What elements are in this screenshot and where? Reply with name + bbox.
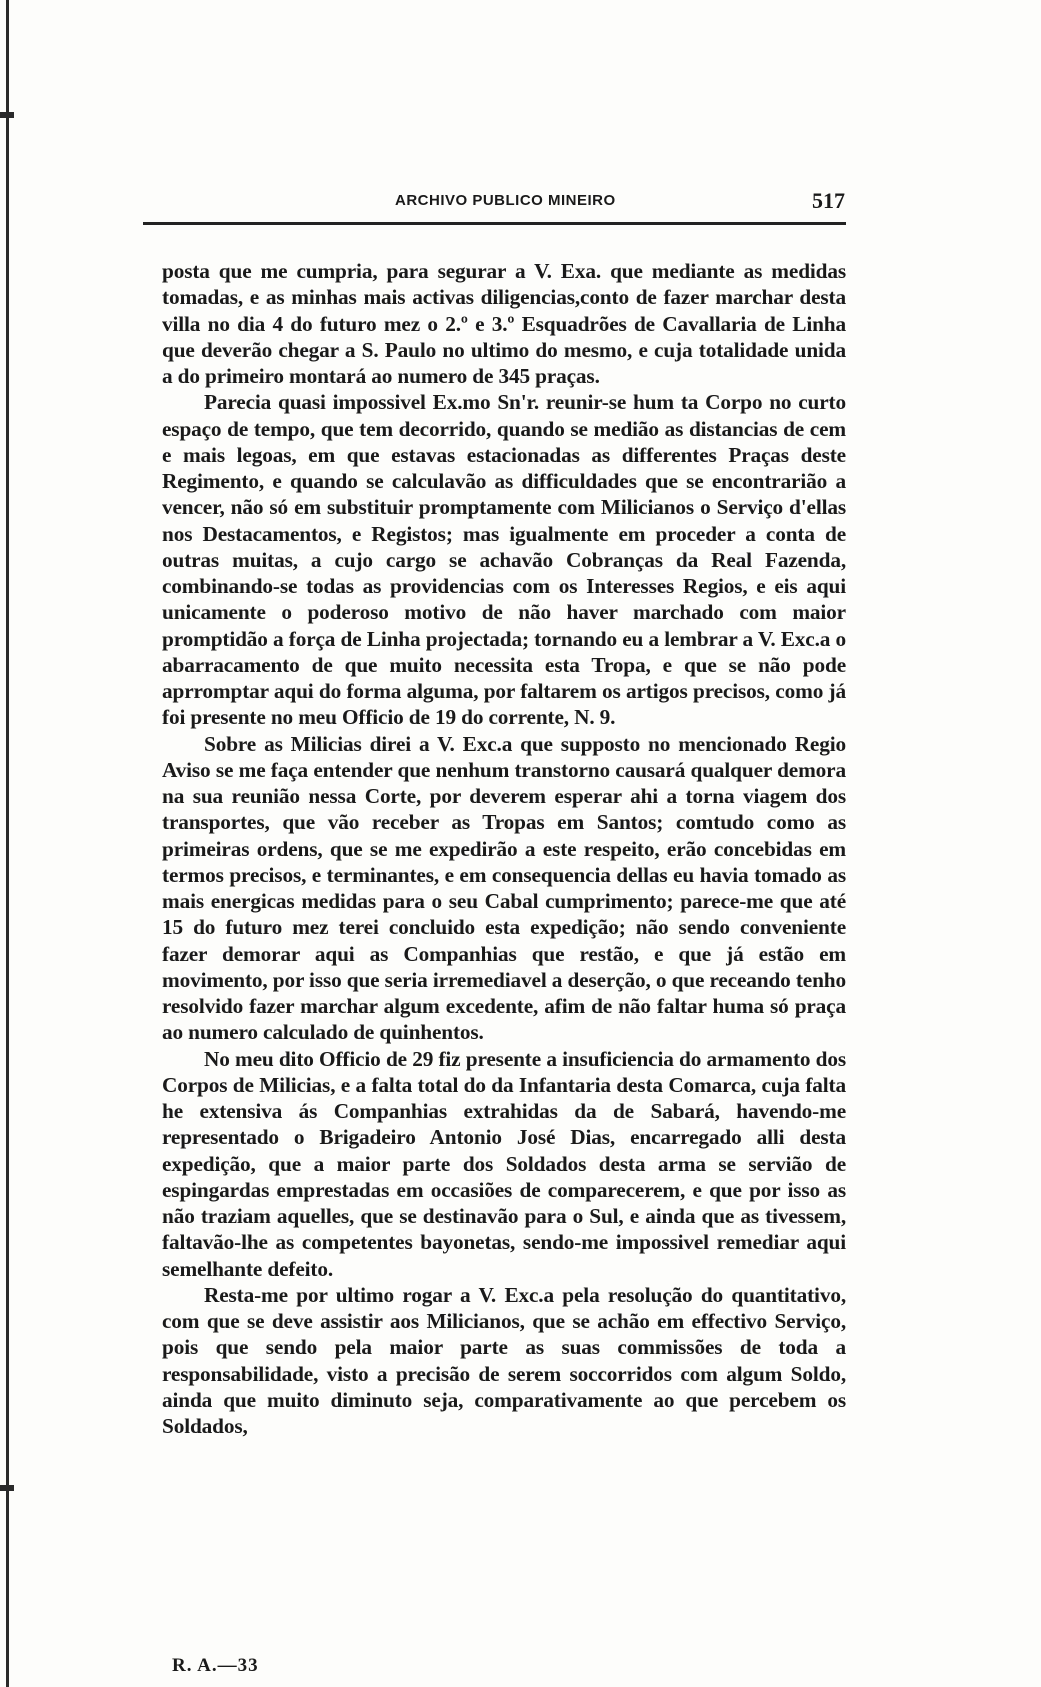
paragraph: posta que me cumpria, para segurar a V. Exa. que mediante as medidas tomadas, e as minhas mais activas diligencias,conto de fazer marchar desta villa no dia 4 do futuro mez o 2.º e 3.º Esquadrões de Cavallaria de Linha que deverão chegar a S. Paulo no ultimo do mesmo, e cuja totalidade unida a do primeiro montará ao numero de 345 praças. xyxy=(162,259,846,388)
paragraph: Sobre as Milicias direi a V. Exc.a que supposto no mencionado Regio Aviso se me faça entender que nenhum transtorno causará qualquer demora na sua reunião nessa Corte, por deverem esperar ahi a torna viagem dos transportes, que vão receber as Tropas em Santos; comtudo como as primeiras ordens, que se me expedirão a este respeito, erão concebidas em termos precisos, e terminantes, e em consequencia dellas eu havia tomado as mais energicas medidas para o seu Cabal cumprimento; parece-me que até 15 do futuro mez terei concluido esta expedição; não sendo conveniente fazer demorar aqui as Companhias que restão, e que já estão em movimento, por isso que seria irremediavel a deserção, o que receando tenho resolvido fazer marchar algum excedente, afim de não faltar huma só praça ao numero calculado de quinhentos. xyxy=(162,731,846,1045)
page-number: 517 xyxy=(812,188,845,213)
page-header xyxy=(165,188,845,220)
paragraph: No meu dito Officio de 29 fiz presente a insuficiencia do armamento dos Corpos de Milicias, e a falta total do da Infantaria desta Comarca, cuja falta he extensiva ás Companhias extrahidas da de Sabará, havendo-me representado o Brigadeiro Antonio José Dias, encarregado alli desta expedição, que a maior parte dos Soldados desta arma se servião de espingardas emprestadas em occasiões de comparecerem, e que por isso as não traziam aquelles, que se destinavão para o Sul, e ainda que as tivessem, faltavão-lhe as competentes bayonetas, sendo-me impossivel remediar aqui semelhante defeito. xyxy=(162,1046,846,1281)
scan-edge-mark xyxy=(0,112,14,118)
scan-edge-mark xyxy=(0,1485,14,1491)
running-title: ARCHIVO PUBLICO MINEIRO xyxy=(395,192,616,209)
signature-mark: R. A.—33 xyxy=(172,1655,259,1676)
paragraph: Resta-me por ultimo rogar a V. Exc.a pela resolução do quantitativo, com que se deve assistir aos Milicianos, que se achão em effectivo Serviço, pois que sendo pela maior parte as suas commissões de toda a responsabilidade, visto a precisão de serem soccorridos com algum Soldo, ainda que muito diminuto seja, comparativamente ao que percebem os Soldados, xyxy=(162,1282,846,1438)
header-rule xyxy=(143,222,846,225)
body-text xyxy=(162,258,846,1439)
scan-edge-line xyxy=(6,0,9,1687)
paragraph: Parecia quasi impossivel Ex.mo Sn'r. reunir-se hum ta Corpo no curto espaço de tempo, que tem decorrido, quando se medião as distancias de cem e mais legoas, em que estavas estacionadas as differentes Praças deste Regimento, e quando se calculavão as difficuldades que se encontrarião a vencer, não só em substituir promptamente com Milicianos o Serviço d'ellas nos Destacamentos, e Registos; mas igualmente em proceder a conta de outras muitas, a cujo cargo se achavão Cobranças da Real Fazenda, combinando-se todas as providencias com os Interesses Regios, e eis aqui unicamente o poderoso motivo de não haver marchado com maior promptidão a força de Linha projectada; tornando eu a lembrar a V. Exc.a o abarracamento de que muito necessita esta Tropa, e que se não pode aprromptar aqui do forma alguma, por faltarem os artigos precisos, como já foi presente no meu Officio de 19 do corrente, N. 9. xyxy=(162,390,846,730)
